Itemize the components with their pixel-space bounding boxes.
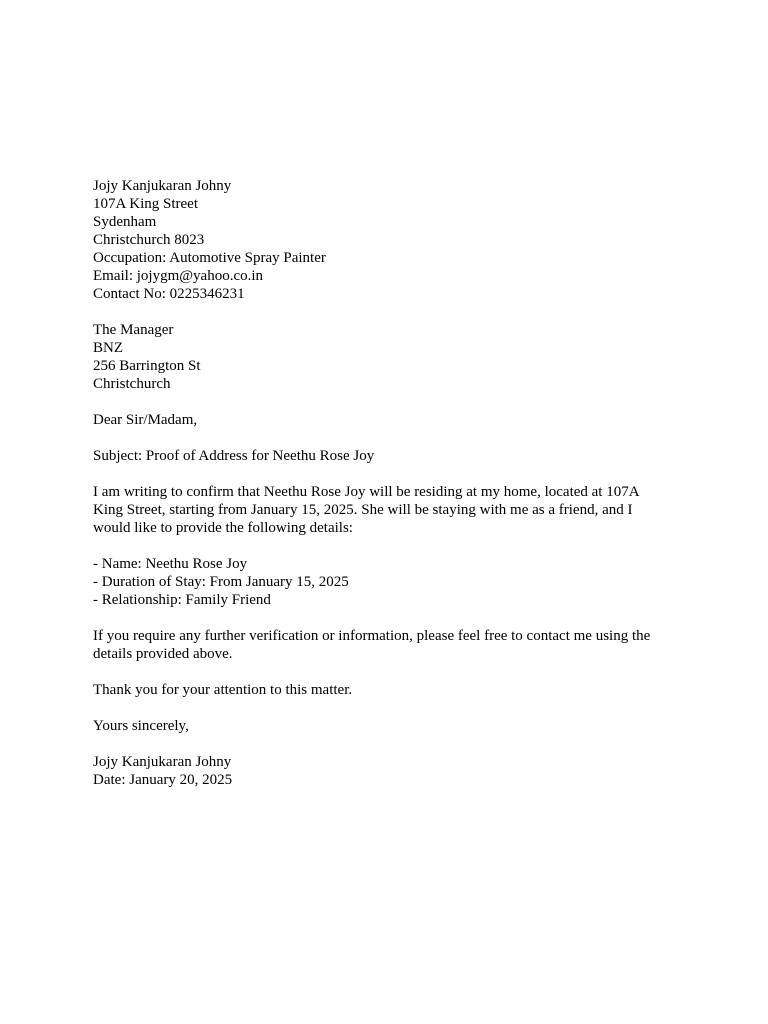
further-info-line: details provided above. — [93, 646, 233, 662]
signature-date: Date: January 20, 2025 — [93, 772, 233, 788]
salutation-block — [93, 411, 683, 429]
sender-name: Jojy Kanjukaran Johny — [93, 178, 232, 194]
salutation: Dear Sir/Madam, — [93, 412, 198, 428]
sender-address-block — [93, 177, 683, 303]
recipient-street: 256 Barrington St — [93, 358, 201, 374]
sender-street: 107A King Street — [93, 196, 198, 212]
letter-body — [93, 177, 683, 789]
detail-item-duration: - Duration of Stay: From January 15, 2025 — [93, 574, 349, 590]
thanks-line: Thank you for your attention to this matter. — [93, 682, 353, 698]
sender-occupation: Occupation: Automotive Spray Painter — [93, 250, 326, 266]
signature-block — [93, 753, 683, 789]
sender-suburb: Sydenham — [93, 214, 157, 230]
recipient-title: The Manager — [93, 322, 174, 338]
intro-line: would like to provide the following details: — [93, 520, 353, 536]
detail-item-name: - Name: Neethu Rose Joy — [93, 556, 248, 572]
details-list — [93, 555, 683, 609]
further-info-paragraph — [93, 627, 683, 663]
thanks-block — [93, 681, 683, 699]
further-info-line: If you require any further verification or information, please feel free to contact me using the — [93, 628, 651, 644]
subject-line: Subject: Proof of Address for Neethu Rose Joy — [93, 448, 375, 464]
closing-line: Yours sincerely, — [93, 718, 189, 734]
sender-city: Christchurch 8023 — [93, 232, 205, 248]
sender-contact: Contact No: 0225346231 — [93, 286, 245, 302]
signature-name: Jojy Kanjukaran Johny — [93, 754, 232, 770]
intro-line: I am writing to confirm that Neethu Rose Joy will be residing at my home, located at 107A — [93, 484, 640, 500]
recipient-city: Christchurch — [93, 376, 171, 392]
intro-paragraph — [93, 483, 683, 537]
recipient-address-block — [93, 321, 683, 393]
subject-block — [93, 447, 683, 465]
closing-block — [93, 717, 683, 735]
recipient-organization: BNZ — [93, 340, 123, 356]
detail-item-relationship: - Relationship: Family Friend — [93, 592, 271, 608]
intro-line: King Street, starting from January 15, 2025. She will be staying with me as a friend, and I — [93, 502, 633, 518]
sender-email: Email: jojygm@yahoo.co.in — [93, 268, 264, 284]
